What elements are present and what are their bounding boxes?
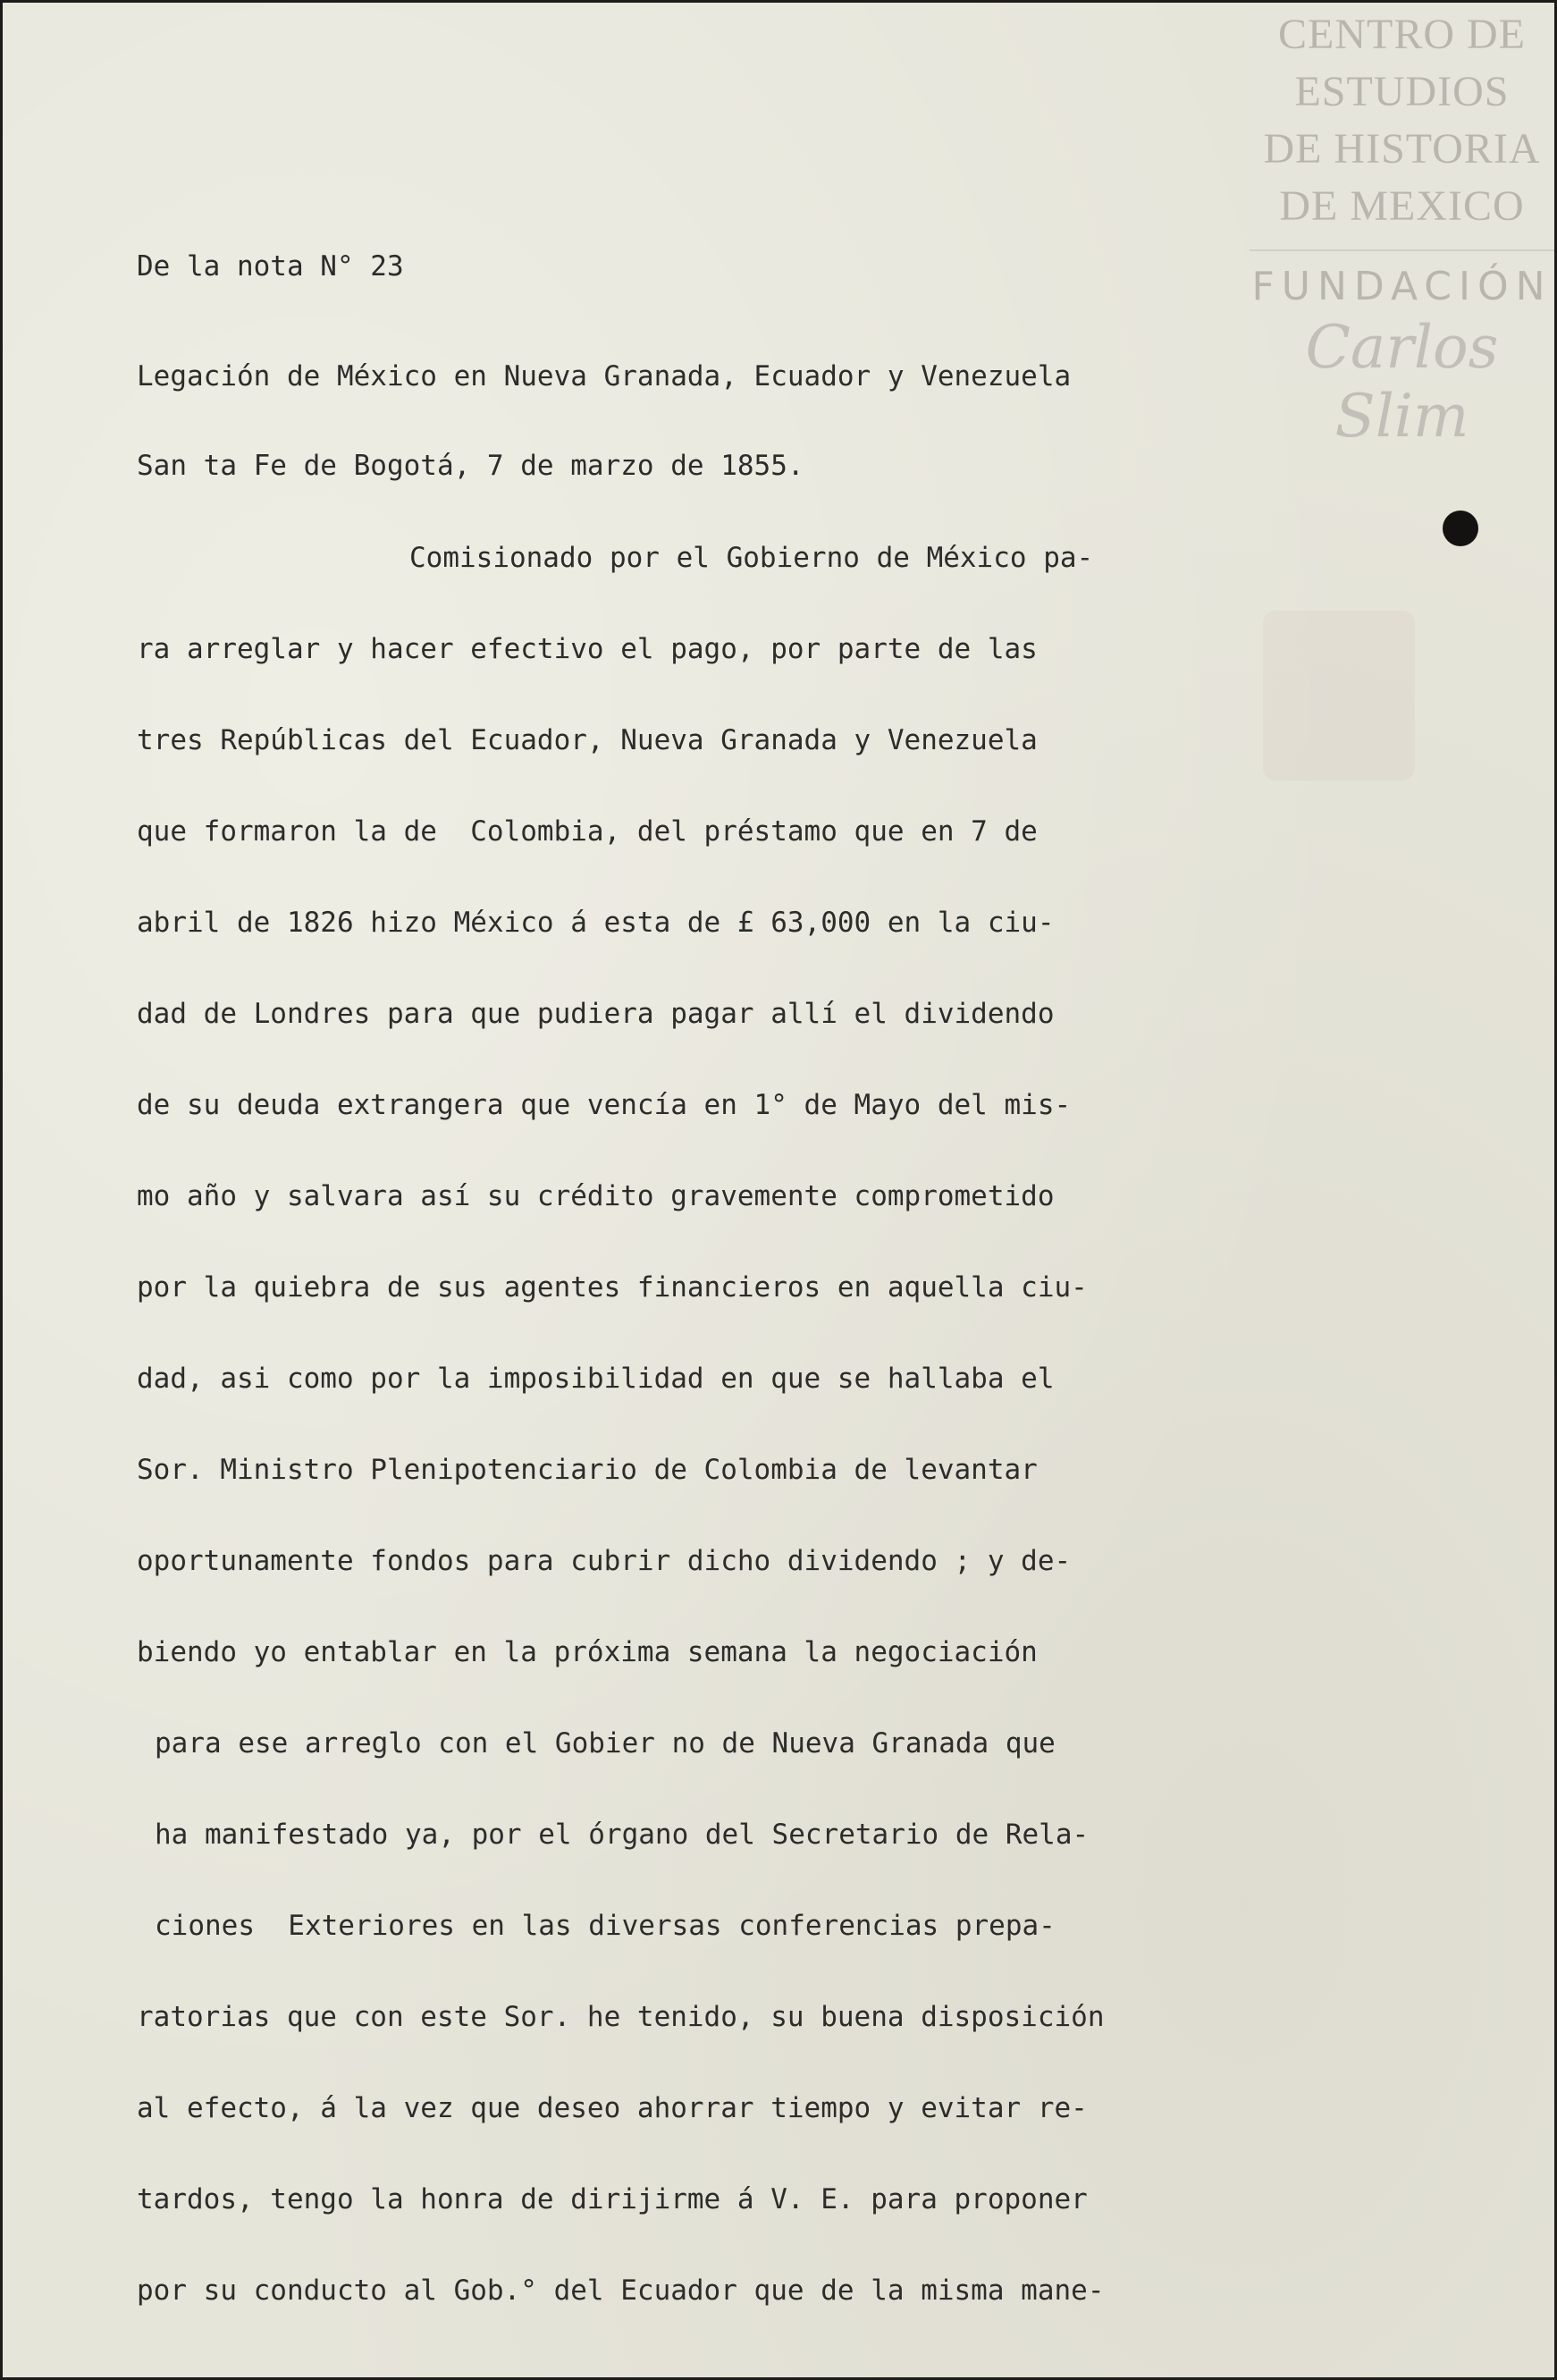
body-line: biendo yo entablar en la próxima semana la negociación: [137, 1636, 1038, 1668]
body-line: al efecto, á la vez que deseo ahorrar tiempo y evitar re-: [137, 2092, 1088, 2124]
body-line: por su conducto al Gob.° del Ecuador que de la misma mane-: [137, 2275, 1105, 2307]
body-line: ciones Exteriores en las diversas conferencias prepa-: [155, 1910, 1056, 1942]
watermark-line: DE MEXICO: [1279, 182, 1525, 230]
paper-stain: [1263, 611, 1415, 781]
watermark-foundation: FUNDACIÓN: [1250, 249, 1554, 309]
body-line: ratorias que con este Sor. he tenido, su buena disposición: [137, 2001, 1105, 2033]
archive-watermark: [1250, 3, 1554, 451]
watermark-signature: Carlos Slim: [1305, 313, 1499, 451]
body-line: Comisionado por el Gobierno de México pa-: [409, 542, 1094, 574]
body-line: ra arreglar y hacer efectivo el pago, por parte de las: [137, 633, 1038, 665]
body-line: que formaron la de Colombia, del préstamo que en 7 de: [137, 815, 1038, 848]
body-line: ha manifestado ya, por el órgano del Secretario de Rela-: [155, 1819, 1090, 1851]
body-line: tres Repúblicas del Ecuador, Nueva Granada y Venezuela: [137, 724, 1038, 756]
body-line: de su deuda extrangera que vencía en 1° de Mayo del mis-: [137, 1089, 1072, 1121]
body-line: por la quiebra de sus agentes financieros en aquella ciu-: [137, 1271, 1088, 1304]
watermark-line: ESTUDIOS: [1294, 68, 1510, 115]
punch-hole: [1443, 511, 1478, 546]
body-line: abril de 1826 hizo México á esta de £ 63,000 en la ciu-: [137, 907, 1055, 939]
body-line: dad, asi como por la imposibilidad en que se hallaba el: [137, 1363, 1055, 1395]
reference-line: De la nota N° 23: [137, 250, 404, 283]
watermark-line: DE HISTORIA: [1263, 125, 1541, 173]
body-line: dad de Londres para que pudiera pagar allí el dividendo: [137, 998, 1055, 1030]
body-line: tardos, tengo la honra de dirijirme á V. E. para proponer: [137, 2183, 1088, 2215]
place-date-line: San ta Fe de Bogotá, 7 de marzo de 1855.: [137, 450, 804, 482]
body-line: para ese arreglo con el Gobier no de Nueva Granada que: [155, 1727, 1056, 1760]
body-line: oportunamente fondos para cubrir dicho dividendo ; y de-: [137, 1545, 1072, 1577]
legation-line: Legación de México en Nueva Granada, Ecuador y Venezuela: [137, 360, 1072, 392]
typed-letter: [137, 244, 1191, 2336]
document-page: [3, 3, 1554, 2377]
watermark-line: CENTRO DE: [1278, 11, 1526, 58]
body-line: Sor. Ministro Plenipotenciario de Colombia de levantar: [137, 1454, 1038, 1486]
body-line: mo año y salvara así su crédito gravemente comprometido: [137, 1180, 1055, 1212]
